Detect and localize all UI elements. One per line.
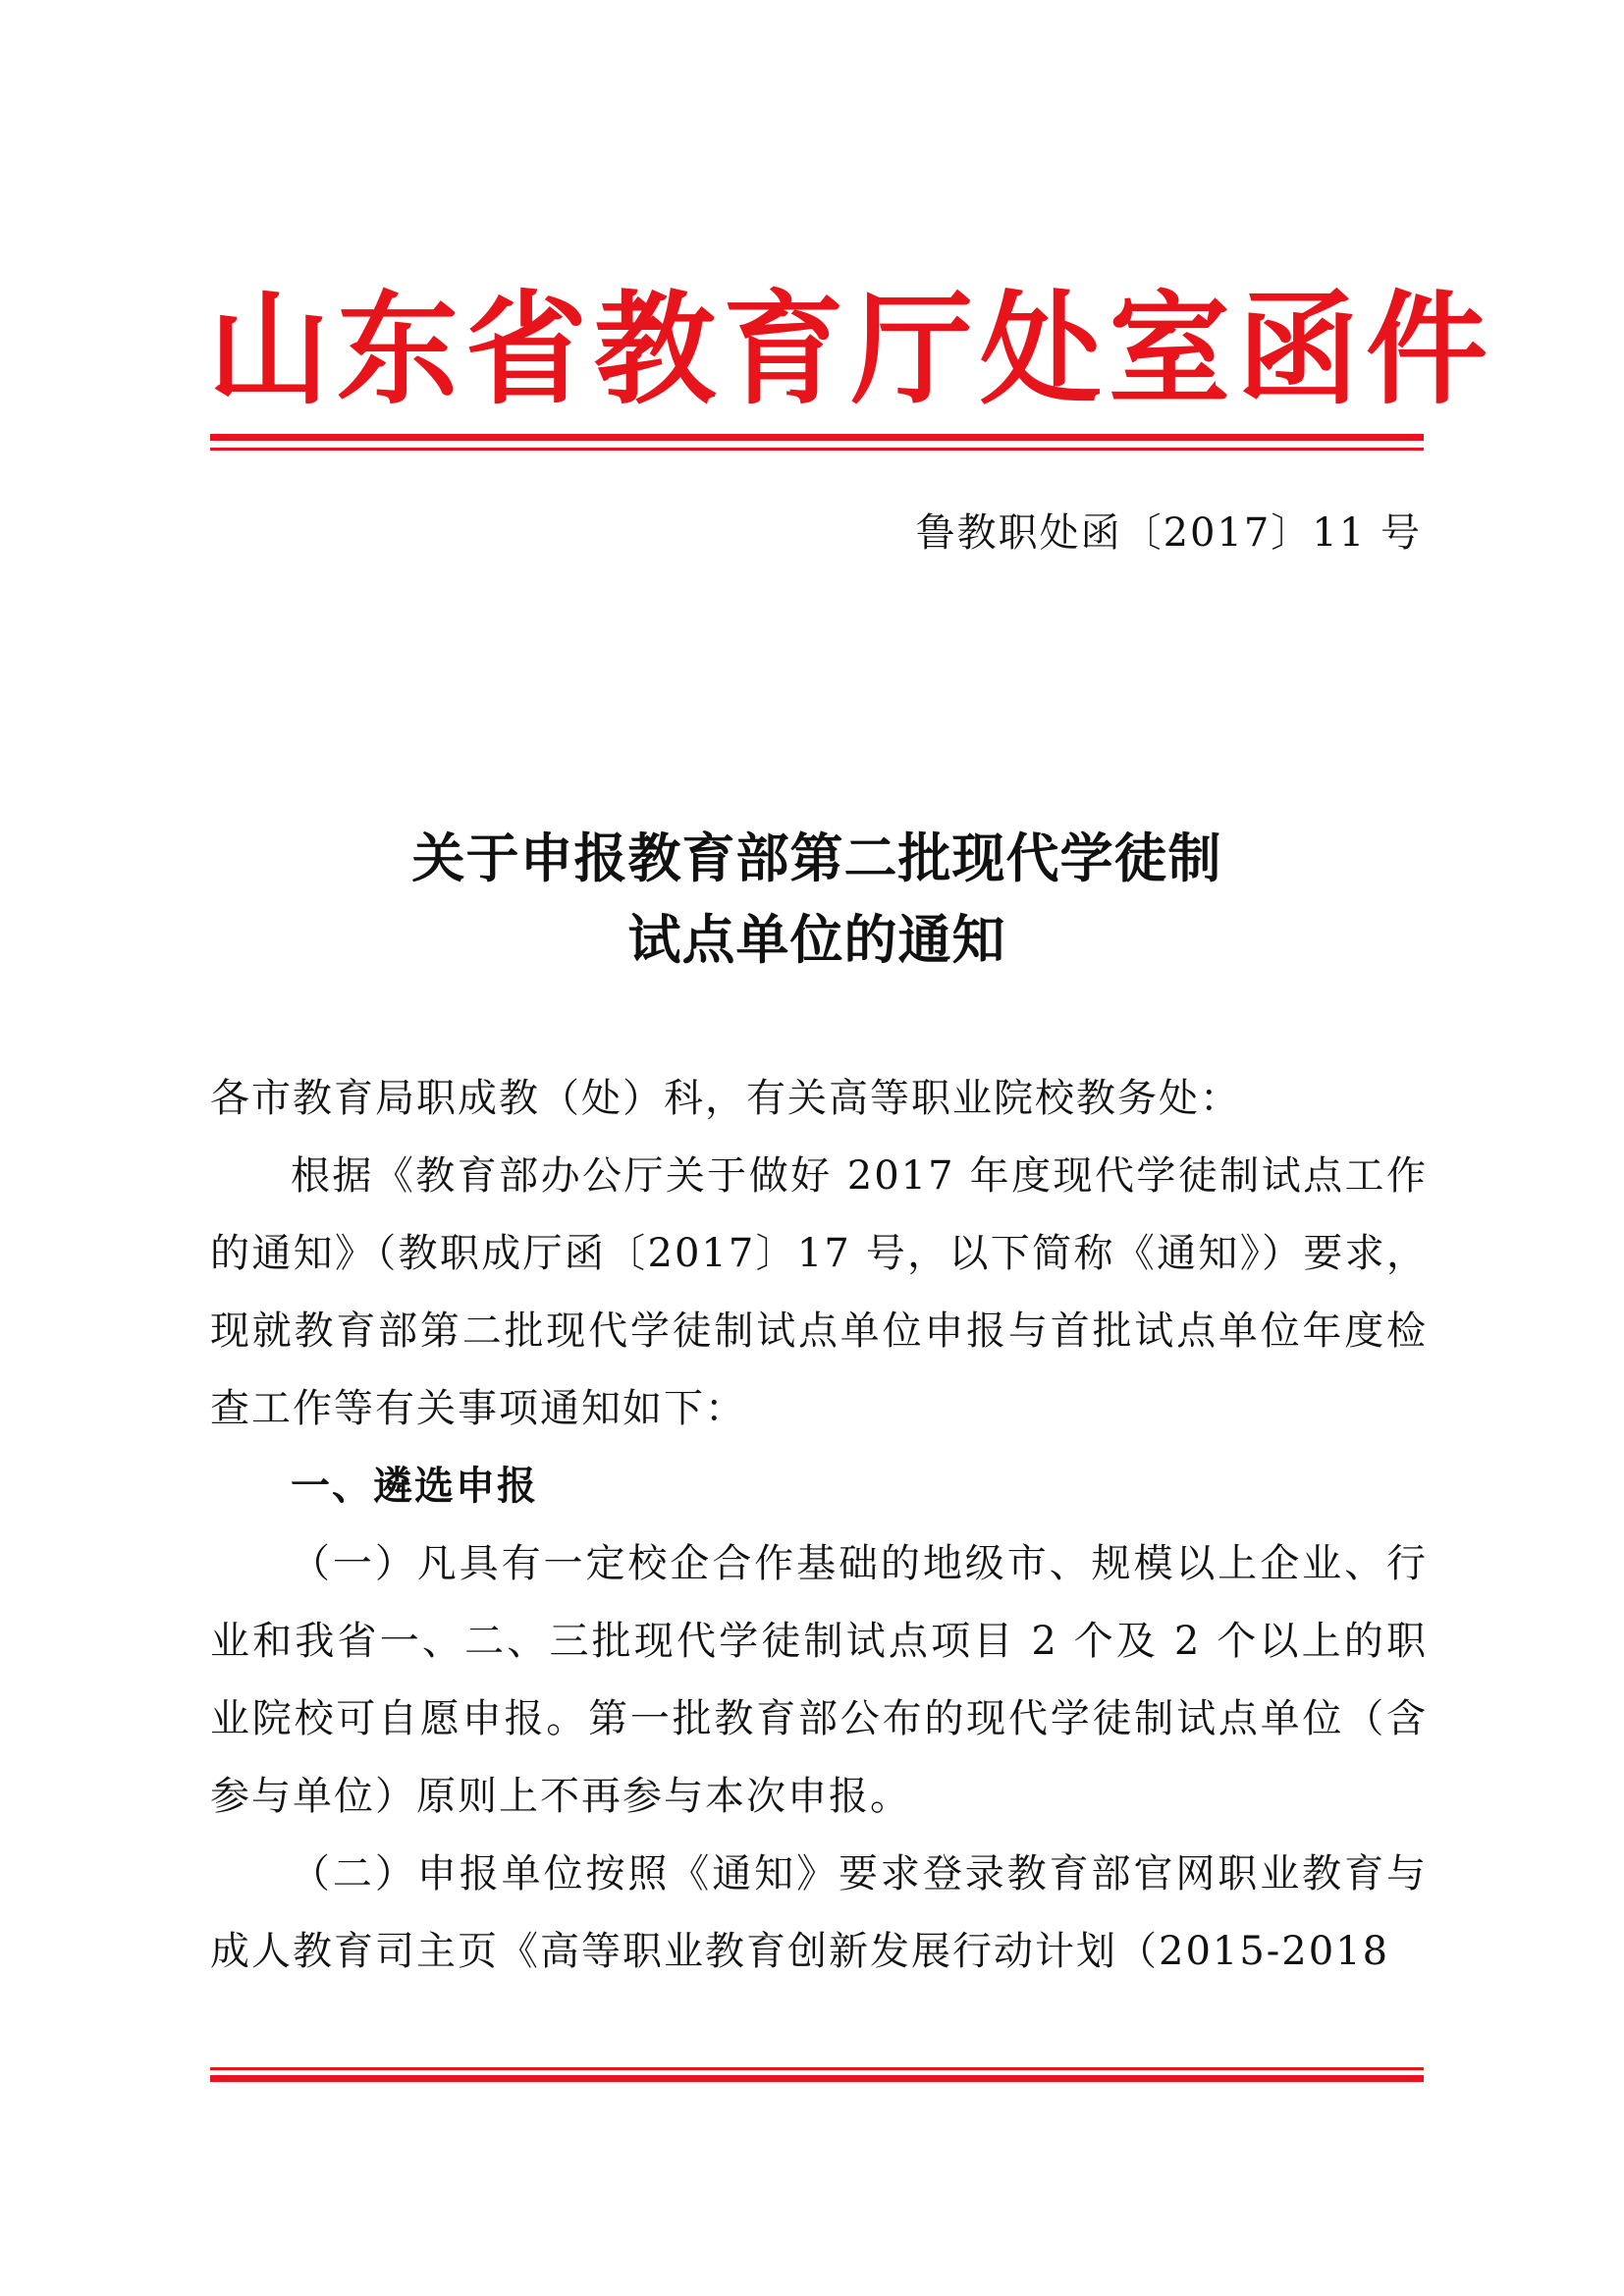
- footer-rule-thin: [210, 2067, 1424, 2070]
- document-number: 鲁教职处函〔2017〕11 号: [915, 510, 1422, 556]
- intro-paragraph: 根据《教育部办公厅关于做好 2017 年度现代学徒制试点工作的通知》（教职成厅函〔2017〕17 号，以下简称《通知》）要求，现就教育部第二批现代学徒制试点单位申报与首批试点单位年度检查工作等有关事项通知如下：: [210, 1153, 1428, 1431]
- header-rule-thin: [210, 448, 1424, 451]
- section-heading: 一、遴选申报: [291, 1464, 538, 1509]
- item-paragraph-2: （二）申报单位按照《通知》要求登录教育部官网职业教育与成人教育司主页《高等职业教育创新发展行动计划（2015-2018: [210, 1851, 1428, 1974]
- notice-title-line-1: 关于申报教育部第二批现代学徒制: [411, 828, 1222, 889]
- notice-title-line-2: 试点单位的通知: [627, 909, 1006, 971]
- letterhead-title: 山东省教育厅处室函件: [208, 280, 1495, 421]
- salutation: 各市教育局职成教（处）科，有关高等职业院校教务处：: [210, 1076, 1241, 1121]
- header-rule-thick: [210, 434, 1424, 441]
- footer-rule-thick: [210, 2075, 1424, 2082]
- notice-body: [210, 1060, 1428, 1991]
- item-paragraph-1: （一）凡具有一定校企合作基础的地级市、规模以上企业、行业和我省一、二、三批现代学徒制试点项目 2 个及 2 个以上的职业院校可自愿申报。第一批教育部公布的现代学徒制试点单位（含参与单位）原则上不再参与本次申报。: [210, 1541, 1428, 1819]
